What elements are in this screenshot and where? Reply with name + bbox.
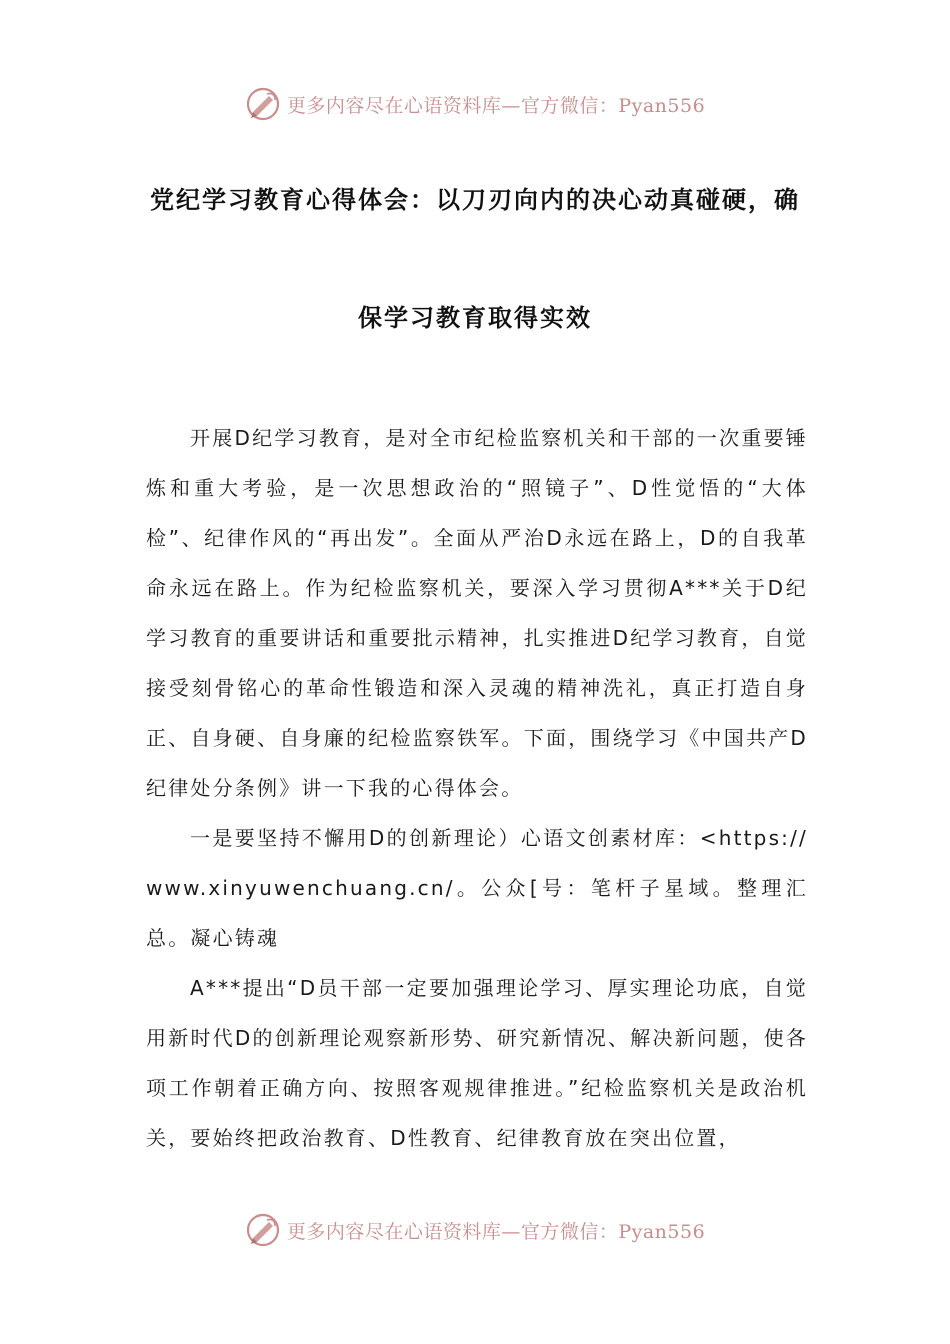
paragraph: 一是要坚持不懈用D的创新理论）心语文创素材库：<https://www.xinyuwenchuang.cn/。公众[号：笔杆子星域。整理汇总。凝心铸魂 (146, 826, 808, 950)
watermark-banner-bottom (0, 1208, 950, 1252)
watermark-text: 更多内容尽在心语资料库—官方微信：Pyan556 (286, 94, 706, 117)
document-body (146, 413, 808, 1163)
watermark-banner-top (0, 82, 950, 126)
pen-logo-icon (245, 1212, 281, 1248)
paragraph: 开展D纪学习教育，是对全市纪检监察机关和干部的一次重要锤炼和重大考验，是一次思想政治的“照镜子”、D性觉悟的“大体检”、纪律作风的“再出发”。全面从严治D永远在路上，D的自我革命永远在路上。作为纪检监察机关，要深入学习贯彻A***关于D纪学习教育的重要讲话和重要批示精神，扎实推进D纪学习教育，自觉接受刻骨铭心的革命性锻造和深入灵魂的精神洗礼，真正打造自身正、自身硬、自身廉的纪检监察铁军。下面，围绕学习《中国共产D纪律处分条例》讲一下我的心得体会。 (146, 426, 808, 800)
paragraph: A***提出“D员干部一定要加强理论学习、厚实理论功底，自觉用新时代D的创新理论观察新形势、研究新情况、解决新问题，使各项工作朝着正确方向、按照客观规律推进。”纪检监察机关是政治机关，要始终把政治教育、D性教育、纪律教育放在突出位置， (146, 976, 808, 1150)
pen-logo-icon (245, 86, 281, 122)
watermark-text: 更多内容尽在心语资料库—官方微信：Pyan556 (286, 1220, 706, 1243)
document-title-line-1: 党纪学习教育心得体会：以刀刃向内的决心动真碰硬，确 (150, 185, 800, 214)
document-title-line-2: 保学习教育取得实效 (358, 303, 592, 332)
